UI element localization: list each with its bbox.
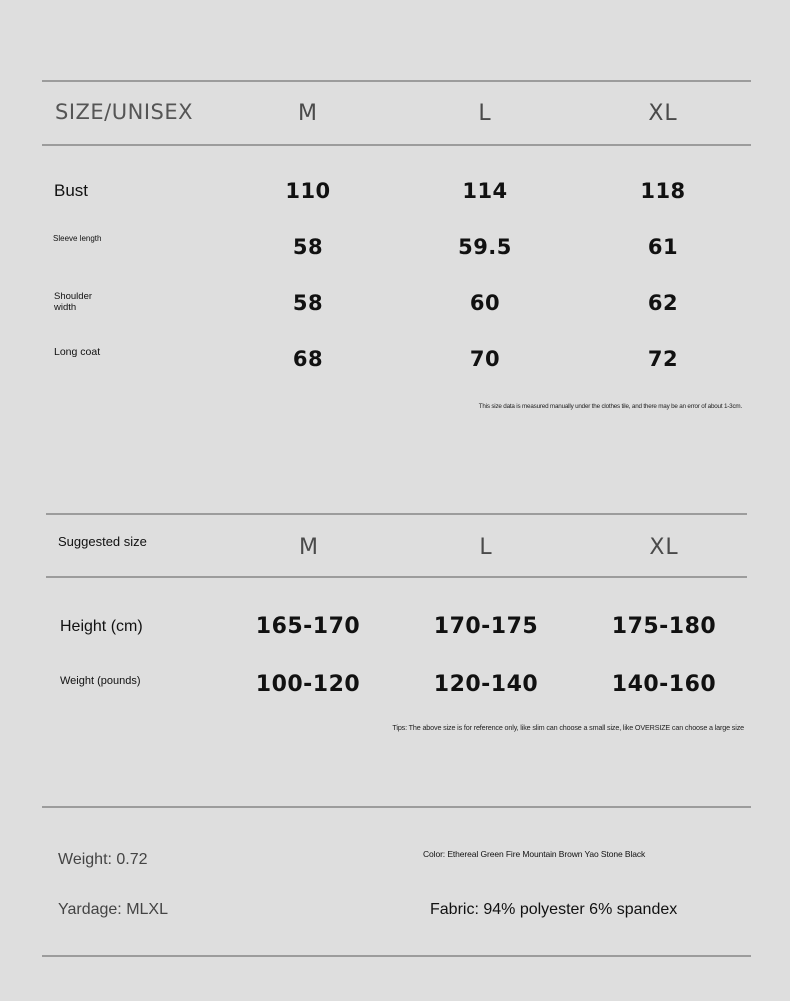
shoulder-label-line2: width	[54, 302, 77, 313]
info-top-divider	[42, 806, 751, 808]
suggested-table-top-divider	[46, 513, 747, 515]
shoulder-width-l: 60	[469, 291, 501, 315]
height-m: 165-170	[255, 614, 361, 639]
size-table-title: SIZE/UNISEX	[55, 100, 194, 124]
size-table-header-divider	[42, 144, 751, 146]
size-header-xl: XL	[648, 101, 678, 126]
shoulder-label-line1: Shoulder	[54, 291, 93, 302]
weight-l: 120-140	[433, 672, 539, 697]
row-label-bust: Bust	[54, 181, 89, 200]
bust-xl: 118	[640, 179, 686, 203]
weight-xl: 140-160	[611, 672, 717, 697]
bust-m: 110	[285, 179, 331, 203]
suggested-header-xl: XL	[649, 535, 679, 560]
product-yardage: Yardage: MLXL	[58, 901, 168, 918]
long-coat-l: 70	[469, 347, 501, 371]
size-header-l: L	[478, 101, 492, 126]
shoulder-width-xl: 62	[647, 291, 679, 315]
sleeve-length-xl: 61	[647, 235, 679, 259]
product-fabric: Fabric: 94% polyester 6% spandex	[430, 901, 678, 918]
suggested-header-m: M	[299, 535, 319, 560]
row-label-height: Height (cm)	[60, 618, 143, 635]
suggested-table-note: Tips: The above size is for reference only, like slim can choose a small size, like OVERSIZE can choose a large size	[392, 723, 744, 732]
sleeve-length-l: 59.5	[458, 235, 512, 259]
suggested-table-header-divider	[46, 576, 747, 578]
row-label-long-coat: Long coat	[54, 346, 101, 358]
suggested-header-l: L	[479, 535, 493, 560]
row-label-sleeve-length: Sleeve length	[53, 234, 102, 243]
size-table-note: This size data is measured manually under the clothes tile, and there may be an error of about 1-3cm.	[478, 403, 742, 410]
shoulder-width-m: 58	[292, 291, 324, 315]
row-label-weight: Weight (pounds)	[60, 675, 141, 687]
row-label-shoulder-width	[54, 291, 92, 313]
size-table-top-divider	[42, 80, 751, 82]
long-coat-xl: 72	[647, 347, 679, 371]
sleeve-length-m: 58	[292, 235, 324, 259]
product-weight: Weight: 0.72	[58, 851, 148, 868]
long-coat-m: 68	[292, 347, 324, 371]
size-header-m: M	[298, 101, 318, 126]
info-bottom-divider	[42, 955, 751, 957]
height-xl: 175-180	[611, 614, 717, 639]
weight-m: 100-120	[255, 672, 361, 697]
bust-l: 114	[462, 179, 508, 203]
product-color: Color: Ethereal Green Fire Mountain Brown Yao Stone Black	[423, 849, 646, 859]
suggested-table-title: Suggested size	[58, 534, 147, 549]
height-l: 170-175	[433, 614, 539, 639]
